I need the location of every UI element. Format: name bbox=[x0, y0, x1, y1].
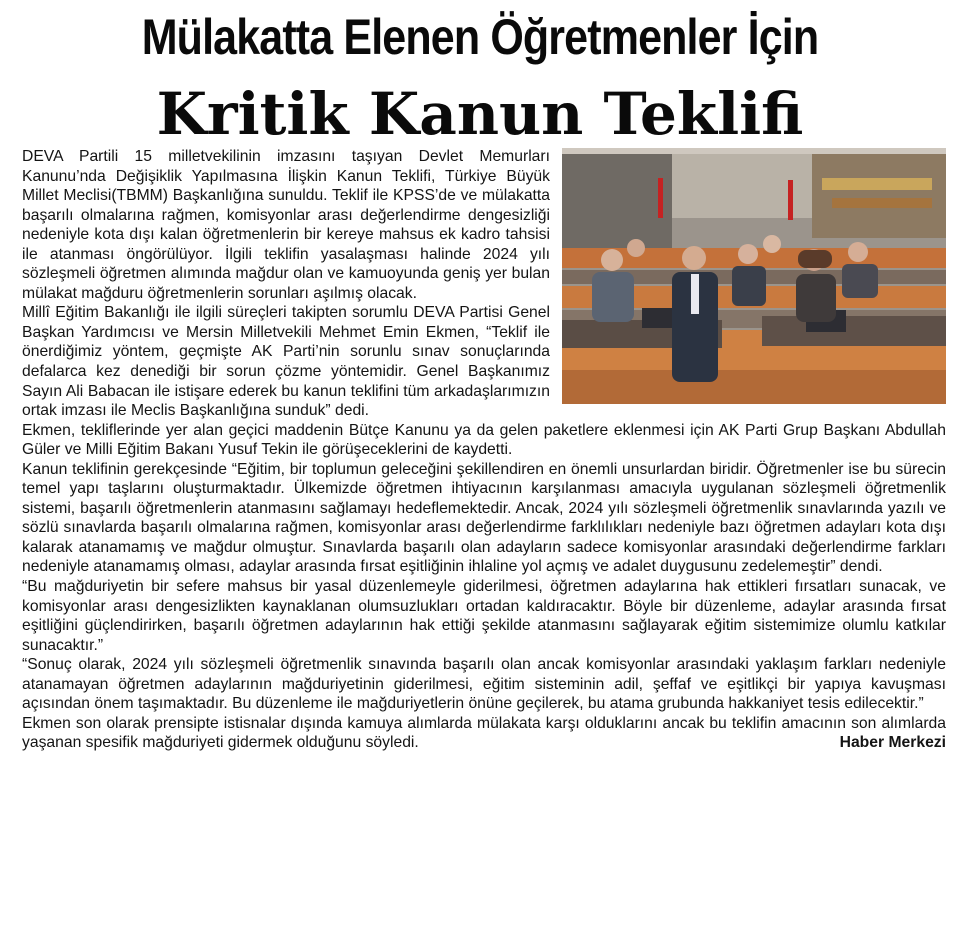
paragraph-4: Kanun teklifinin gerekçesinde “Eğitim, bir toplumun geleceğini şekillendiren en önemli unsurlardan biridir. Öğretmenler ise bu sürecin temel yapı taşlarını oluşturmaktadır. Ülkemizde öğretmen ihtiyacının karşılanması amacıyla uygulanan sözleşmeli öğretmenlik sistemi, başarılı öğretmenlerin atanmasını sağlamayı hedeflemektedir. Ancak, 2024 yılı sözleşmeli öğretmenlik sınavlarında yazılı ve sözlü sınavlarda başarılı olmalarına rağmen, komisyonlar arası değerlendirme farklılıkları nedeniyle bazı öğretmen adayları kota dışı kalarak atanamamış ve mağdur olmuştur. Sınavlarda başarılı olan adayların sadece komisyonlar arasındaki değerlendirme farkları nedeniyle atanamamış olması, adaylar arasında fırsat eşitliğinin ihlaline yol açmış ve adalet duygusunu zedelemeştir” dendi. bbox=[22, 460, 946, 576]
headline-line-2: Kritik Kanun Teklifi bbox=[156, 80, 804, 148]
paragraph-6: “Sonuç olarak, 2024 yılı sözleşmeli öğretmenlik sınavında başarılı olan ancak komisyonlar arasındaki yaklaşım farkları nedeniyle atanamayan öğretmen adaylarının mağduriyetinin giderilmesi, eğitim sisteminin adil, şeffaf ve eşitlikçi bir yapıya kavuşması açısından önem taşımaktadır. Bu düzenleme ile mağduriyetlerin önüne geçilerek, bu atama grubunda hakkaniyet tesis edilecektir.” bbox=[22, 656, 946, 713]
paragraph-7 bbox=[22, 714, 946, 753]
paragraph-3: Ekmen, tekliflerinde yer alan geçici maddenin Bütçe Kanunu ya da gelen paketlere eklenmesi için AK Parti Grup Başkanı Abdullah Güler ve Milli Eğitim Bakanı Yusuf Tekin ile görüşeceklerini de kaydetti. bbox=[22, 421, 946, 459]
byline: Haber Merkezi bbox=[839, 734, 946, 752]
parliament-photo-icon bbox=[562, 148, 946, 404]
paragraph-1: DEVA Partili 15 milletvekilinin imzasını taşıyan Devlet Memurları Kanunu’nda Değişiklik Yapılmasına İlişkin Kanun Teklifi, Türkiye Büyük Millet Meclisi(TBMM) Başkanlığına sunuldu. Teklif ile KPSS’de ve mülakatta başarılı olmalarına rağmen, komisyonlar arası değerlendirme dengesizliği nedeniyle kota dışı kalan öğretmenlerin bir kereye mahsus ek kadro tahsisi ile atanması öngörülüyor. İlgili teklifin yasalaşması halinde 2024 yılı sözleşmeli öğretmen alımında mağdur olan ve kamuoyunda geniş yer bulan mülakat mağduru öğretmenlerin sorunları aşılmış olacak. bbox=[22, 148, 550, 302]
paragraph-7-text: Ekmen son olarak prensipte istisnalar dışında kamuya alımlarda mülakata karşı olduklarını ancak bu teklifin amacının son alımlarda yaşanan spesifik mağduriyeti gidermek olduğunu söyledi. bbox=[22, 714, 946, 752]
paragraph-2: Millî Eğitim Bakanlığı ile ilgili süreçleri takipten sorumlu DEVA Partisi Genel Başkan Yardımcısı ve Mersin Milletvekili Mehmet Emin Ekmen, “Teklif ile önerdiğimiz yöntem, geçmişte AK Parti’nin sorunlu sınav sonuçlarında defalarca kez denediği bir sorun çözme yöntemidir. Genel Başkanımız Sayın Ali Babacan ile istişare ederek bu kanun teklifini tüm arkadaşlarımızın ortak imzası ile Meclis Başkanlığına sunduk” dedi. bbox=[22, 304, 550, 420]
headline-line-1: Mülakatta Elenen Öğretmenler İçin bbox=[141, 9, 819, 65]
paragraph-5: “Bu mağduriyetin bir sefere mahsus bir yasal düzenlemeyle giderilmesi, öğretmen adaylarına hak ettikleri fırsatları sunacak, ve komisyonlar arası dengesizlikten kaynaklanan olumsuzlukları ortadan kaldıracaktır. Böyle bir düzenleme, adaylar arasında fırsat eşitliğini güçlendirirken, başarılı öğretmen adaylarının hak ettiği şekilde atanmasını sağlayarak eğitim sistemimize olumlu katkılar sunacaktır.” bbox=[22, 578, 946, 654]
article-body bbox=[22, 147, 946, 753]
